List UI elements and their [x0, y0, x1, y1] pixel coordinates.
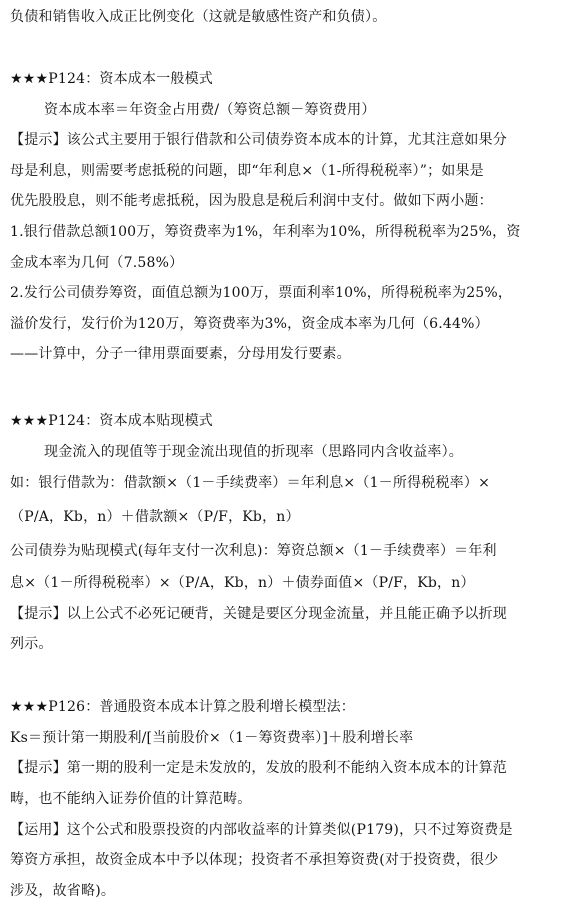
text-line: ——计算中，分子一律用票面要素，分母用发行要素。	[10, 346, 351, 362]
section-heading-general-model: ★★★P124：资本成本一般模式	[10, 71, 213, 87]
usage-line: 【运用】这个公式和股票投资的内部收益率的计算类似(P179)，只不过筹资费是	[10, 822, 513, 838]
text-line: 畴，也不能纳入证券价值的计算范畴。	[10, 791, 252, 807]
text-line: 列示。	[10, 636, 53, 652]
formula-line: Ks＝预计第一期股利/[当前股价×（1－筹资费率）]＋股利增长率	[10, 730, 414, 746]
text-line: 筹资方承担，故资金成本中予以体现；投资者不承担筹资费(对于投资费，很少	[10, 852, 499, 868]
text-line: 负债和销售收入成正比例变化（这就是敏感性资产和负债）。	[10, 9, 387, 25]
formula-line: 资本成本率＝年资金占用费/（筹资总额－筹资费用）	[44, 102, 376, 118]
exercise-line: 2.发行公司债券筹资，面值总额为100万，票面利率10%，所得税税率为25%，	[10, 285, 513, 301]
formula-line: 息×（1－所得税税率）×（P/A，Kb，n）＋债券面值×（P/F，Kb，n）	[10, 575, 475, 591]
section-heading-dividend-growth-model: ★★★P126：普通股资本成本计算之股利增长模型法：	[10, 699, 355, 715]
text-line: 溢价发行，发行价为120万，筹资费率为3%，资金成本率为几何（6.44%）	[10, 316, 489, 332]
text-line: 优先股股息，则不能考虑抵税，因为股息是税后利润中支付。做如下两小题：	[10, 193, 493, 209]
text-line: 涉及，故省略)。	[10, 883, 116, 899]
text-line: 金成本率为几何（7.58%）	[10, 255, 184, 271]
tip-line: 【提示】以上公式不必死记硬背，关键是要区分现金流量，并且能正确予以折现	[10, 606, 507, 622]
formula-line: 如：银行借款为：借款额×（1－手续费率）＝年利息×（1－所得税税率）×	[10, 475, 491, 491]
text-line: 母是利息，则需要考虑抵税的问题，即“年利息×（1-所得税税率）”；如果是	[10, 163, 484, 179]
tip-line: 【提示】第一期的股利一定是未发放的，发放的股利不能纳入资本成本的计算范	[10, 760, 507, 776]
formula-line: （P/A，Kb，n）＋借款额×（P/F，Kb，n）	[10, 509, 300, 525]
exercise-line: 1.银行借款总额100万，筹资费率为1%，年利率为10%，所得税税率为25%，资	[10, 224, 521, 240]
tip-line: 【提示】该公式主要用于银行借款和公司债券资本成本的计算，尤其注意如果分	[10, 132, 507, 148]
text-line: 现金流入的现值等于现金流出现值的折现率（思路同内含收益率）。	[44, 444, 463, 460]
formula-line: 公司债券为贴现模式(每年支付一次利息)：筹资总额×（1－手续费率）＝年利	[10, 543, 497, 559]
section-heading-discount-model: ★★★P124：资本成本贴现模式	[10, 413, 213, 429]
